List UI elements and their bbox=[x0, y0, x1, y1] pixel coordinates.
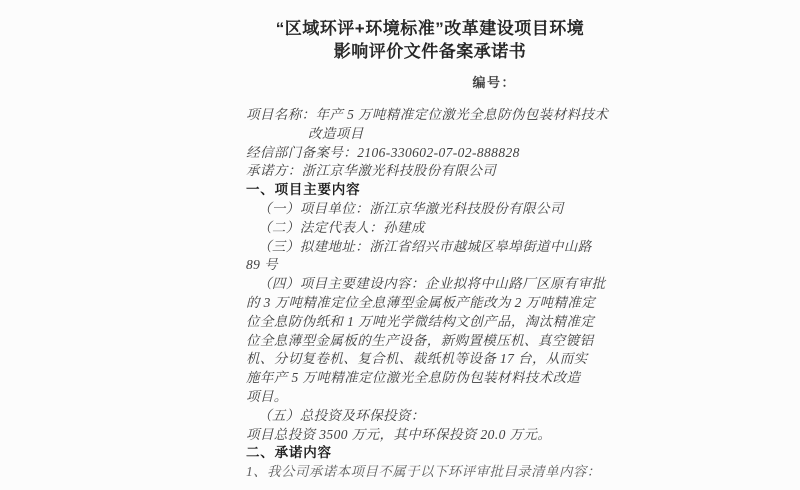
document-title bbox=[246, 18, 614, 63]
section-heading-commitments: 二、承诺内容 bbox=[246, 445, 332, 461]
item-proposed-address: （三）拟建地址：浙江省绍兴市越城区皋埠街道中山路 bbox=[258, 238, 592, 254]
item-legal-representative: （二）法定代表人：孙建成 bbox=[258, 219, 425, 235]
document-content bbox=[246, 18, 614, 482]
section-heading-main-content: 一、项目主要内容 bbox=[246, 182, 361, 198]
item-construction-content-line7: 项目。 bbox=[246, 388, 288, 404]
item-proposed-address-cont: 89 号 bbox=[246, 257, 278, 273]
commitment-item-1: 1、我公司承诺本项目不属于以下环评审批目录清单内容： bbox=[246, 464, 601, 480]
document-body bbox=[246, 106, 614, 482]
field-committing-party: 承诺方：浙江京华激光科技股份有限公司 bbox=[246, 163, 497, 179]
field-project-name: 项目名称：年产 5 万吨精准定位激光全息防伪包装材料技术 bbox=[246, 107, 609, 122]
field-project-name-cont: 改造项目 bbox=[308, 125, 364, 141]
field-filing-number: 经信部门备案号：2106-330602-07-02-888828 bbox=[246, 144, 520, 160]
serial-number-label: 编号： bbox=[472, 75, 516, 90]
item-construction-content: （四）项目主要建设内容：企业拟将中山路厂区原有审批 bbox=[258, 276, 606, 292]
item-investment-amounts: 项目总投资 3500 万元，其中环保投资 20.0 万元。 bbox=[246, 426, 552, 442]
document-title-line2: 影响评价文件备案承诺书 bbox=[333, 41, 527, 61]
item-construction-content-line2: 的 3 万吨精准定位全息薄型金属板产能改为 2 万吨精准定 bbox=[246, 294, 596, 310]
item-construction-content-line5: 机、分切复卷机、复合机、裁纸机等设备 17 台，从而实 bbox=[246, 351, 588, 367]
document-title-line1: “区域环评+环境标准”改革建设项目环境 bbox=[275, 19, 585, 38]
item-construction-content-line4: 位全息薄型金属板的生产设备，新购置模压机、真空镀铝 bbox=[246, 332, 594, 348]
item-investment-heading: （五）总投资及环保投资： bbox=[258, 407, 425, 423]
item-construction-content-line3: 位全息防伪纸和 1 万吨光学微结构文创产品，淘汰精准定 bbox=[246, 313, 595, 329]
item-construction-content-line6: 施年产 5 万吨精准定位激光全息防伪包装材料技术改造 bbox=[246, 370, 581, 386]
item-project-unit: （一）项目单位：浙江京华激光科技股份有限公司 bbox=[258, 200, 564, 216]
